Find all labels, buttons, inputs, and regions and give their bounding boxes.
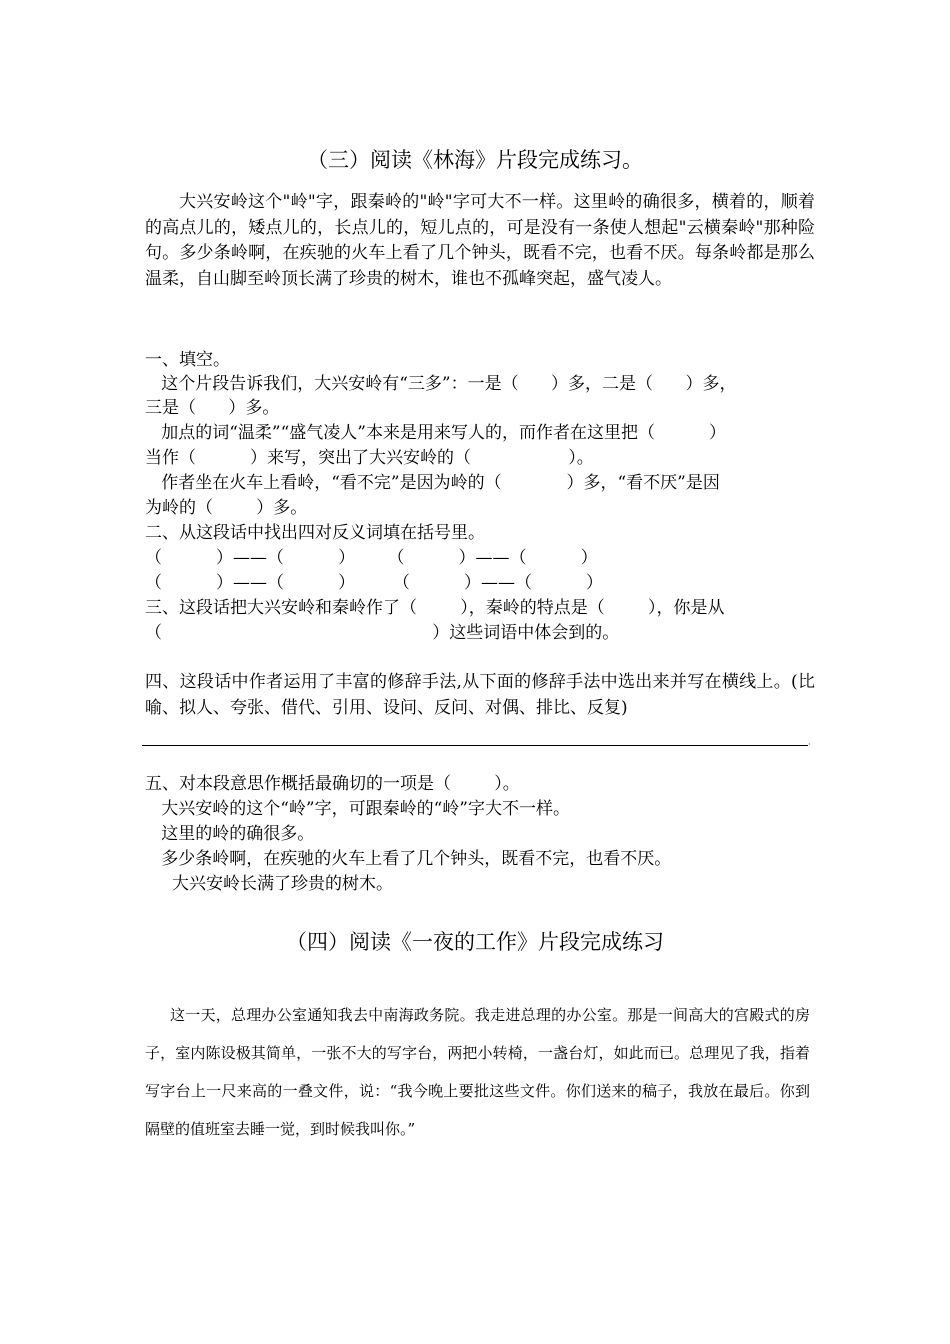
line-end-mark: · bbox=[808, 740, 811, 749]
question1-line: 加点的词“温柔”“盛气凌人”本来是用来写人的，而作者在这里把（ ） bbox=[145, 423, 727, 443]
question5-heading: 五、对本段意思作概括最确切的一项是（ ）。 bbox=[145, 774, 520, 794]
section4-passage: 这一天，总理办公室通知我去中南海政务院。我走进总理的办公室。那是一间高大的宫殿式的房子，室内陈设极其简单，一张不大的写字台，两把小转椅，一盏台灯，如此而已。总理见了我，指着写字台上一尺来高的一叠文件，说：“我今晚上要批这些文件。你们送来的稿子，我放在最后。你到隔壁的值班室去睡一觉，到时候我叫你。” bbox=[145, 1006, 810, 1138]
question5-option: 大兴安岭的这个“岭”字，可跟秦岭的“岭”字大不一样。 bbox=[145, 799, 570, 819]
section3-title: （三）阅读《林海》片段完成练习。 bbox=[307, 148, 643, 172]
answer-line bbox=[142, 745, 808, 746]
question4-text: 四、这段话中作者运用了丰富的修辞手法,从下面的修辞手法中选出来并写在横线上。(比喻、拟人、夸张、借代、引用、设问、反问、对偶、排比、反复) bbox=[145, 672, 815, 718]
question5-option: 多少条岭啊，在疾驰的火车上看了几个钟头，既看不完，也看不厌。 bbox=[145, 849, 672, 869]
question1-line: 当作（ ）来写，突出了大兴安岭的（ ）。 bbox=[145, 448, 594, 468]
antonym-blank-row: （ ）——（ ） （ ）——（ ） bbox=[145, 573, 603, 593]
antonym-blank-row: （ ）——（ ） （ ）——（ ） bbox=[145, 548, 598, 568]
question3-line: （ ）这些词语中体会到的。 bbox=[145, 623, 620, 643]
question5-option: 大兴安岭长满了珍贵的树木。 bbox=[145, 874, 394, 894]
question3-line: 三、这段话把大兴安岭和秦岭作了（ ），秦岭的特点是（ ），你是从 bbox=[145, 598, 725, 618]
question1-heading: 一、填空。 bbox=[145, 350, 230, 370]
question1-line: 为岭的（ ）多。 bbox=[145, 498, 308, 518]
question1-line: 三是（ ）多。 bbox=[145, 398, 280, 418]
section3-passage: 大兴安岭这个"岭"字，跟秦岭的"岭"字可大不一样。这里岭的确很多，横着的，顺着的高点儿的，矮点儿的，长点儿的，短儿点的，可是没有一条使人想起"云横秦岭"那种险句。多少条岭啊，在疾驰的火车上看了几个钟头，既看不完，也看不厌。每条岭都是那么温柔，自山脚至岭顶长满了珍贵的树木，谁也不孤峰突起，盛气凌人。 bbox=[145, 192, 815, 289]
question1-line: 作者坐在火车上看岭，“看不完”是因为岭的（ ）多，“看不厌”是因 bbox=[145, 473, 720, 493]
question5-option: 这里的岭的确很多。 bbox=[145, 824, 315, 844]
question1-line: 这个片段告诉我们，大兴安岭有“三多”：一是（ ）多，二是（ ）多， bbox=[145, 374, 737, 394]
question2-heading: 二、从这段话中找出四对反义词填在括号里。 bbox=[145, 523, 485, 543]
section4-title: （四）阅读《一夜的工作》片段完成练习 bbox=[286, 930, 664, 954]
